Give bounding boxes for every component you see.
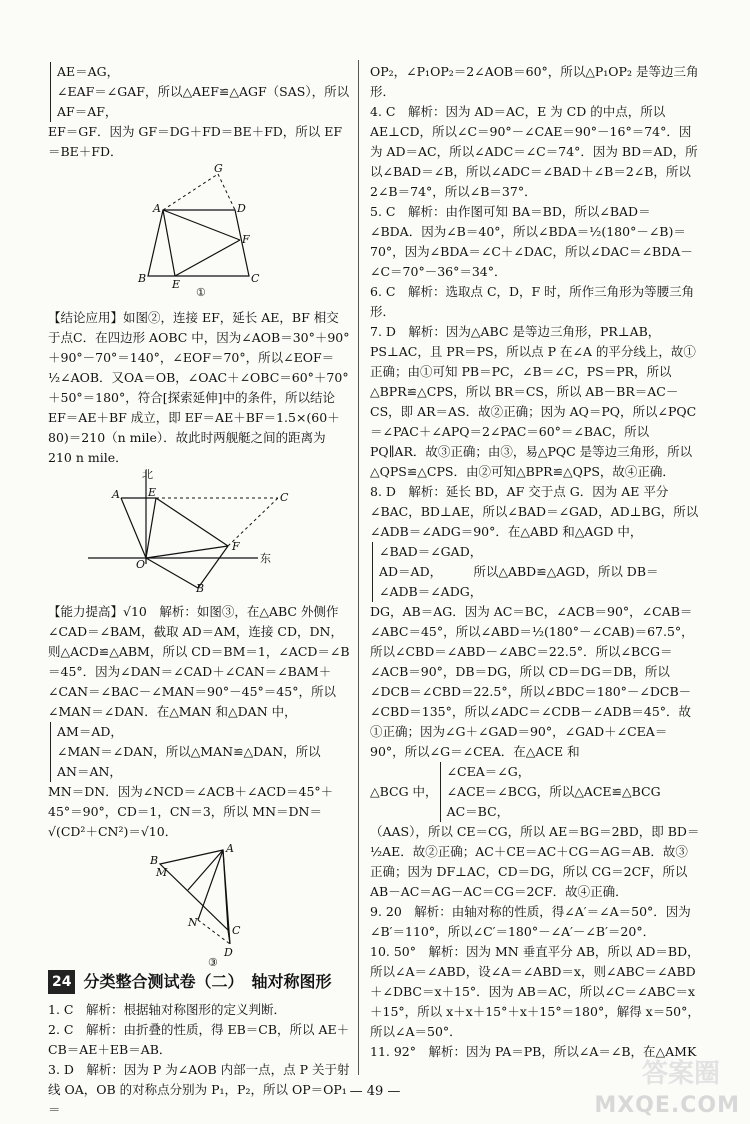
answer-5: 5. C 解析：由作图可知 BA＝BD，所以∠BAD＝∠BDA．因为∠B＝40°，所以∠BDA＝½(180°－∠B)＝70°，因为∠BDA＝∠C＋∠DAC，所以∠DAC＝∠BDA－∠C＝70°－36°＝34°． xyxy=(370,204,693,279)
paragraph: 【能力提高】√10 解析：如图③，在△ABC 外侧作∠CAD＝∠BAM，截取 AD＝AM，连接 CD，DN，则△ACD≌△ABM，所以 CD＝BM＝1，∠ACD＝∠B＝45°．因为∠DAN＝∠CAD＋∠CAN＝∠BAM＋∠CAN＝∠BAC－∠MAN＝90°－45°＝45°，所以∠MAN＝∠DAN．在△MAN 和△DAN 中， xyxy=(48,604,350,719)
label-O: O xyxy=(136,558,146,571)
label-B: B xyxy=(150,854,159,867)
figure-caption: ① xyxy=(196,286,206,299)
brace-line: ∠EAF＝∠GAF，所以△AEF≌△AGF（SAS），所以 xyxy=(57,84,350,99)
label-B: B xyxy=(196,582,205,592)
answer-11: 11. 92° 解析：因为 PA＝PB，所以∠A＝∠B，在△AMK xyxy=(370,1044,697,1059)
figure-3 xyxy=(48,842,350,966)
label-east: 东 xyxy=(260,552,271,565)
figure-2 xyxy=(48,468,350,592)
brace-line: AE＝AG， xyxy=(57,64,120,79)
answer-3: 3. D 解析：因为 P 为∠AOB 内部一点，点 P 关于射线 OA，OB 的对称点分别为 P₁，P₂，所以 OP＝OP₁＝ xyxy=(48,1062,350,1117)
brace-system-2 xyxy=(50,722,350,782)
label-C: C xyxy=(251,272,260,285)
answer-8: 8. D 解析：延长 BD，AF 交于点 G．因为 AE 平分∠BAC，BD⊥AE，所以∠BAD＝∠GAD，AD⊥BG，所以∠ADB＝∠ADG＝90°．在△ABD 和△AGD 中， xyxy=(370,484,699,539)
right-column xyxy=(370,62,700,1062)
label-A: A xyxy=(226,842,234,855)
column-divider xyxy=(358,60,359,1075)
label-F: F xyxy=(232,540,240,553)
label-F: F xyxy=(242,233,250,246)
brace-system-1 xyxy=(50,62,350,122)
brace-line: AF＝AF， xyxy=(57,104,118,119)
label-A: A xyxy=(112,488,120,501)
brace-system-3 xyxy=(372,542,700,602)
brace-line: AC＝BC， xyxy=(446,804,510,819)
paragraph: MN＝DN．因为∠NCD＝∠ACB＋∠ACD＝45°＋45°＝90°，CD＝1，CN＝3，所以 MN＝DN＝√(CD²＋CN²)＝√10． xyxy=(48,784,334,839)
section-title: 分类整合测试卷（二） 轴对称图形 xyxy=(83,972,332,991)
figure-1 xyxy=(48,162,350,300)
brace-line: ∠ADB＝∠ADG， xyxy=(379,584,483,599)
label-B: B xyxy=(138,272,147,285)
label-M: M xyxy=(156,866,168,879)
figure-2-diagram xyxy=(48,468,348,592)
section-heading xyxy=(48,970,350,994)
answer-1: 1. C 解析：根据轴对称图形的定义判断． xyxy=(48,1002,286,1017)
brace-system-4-wrap xyxy=(370,762,700,822)
label-C: C xyxy=(232,924,241,937)
paragraph: EF＝GF．因为 GF＝DG＋FD＝BE＋FD，所以 EF＝BE＋FD． xyxy=(48,124,343,159)
answer-4: 4. C 解析：因为 AD＝AC，E 为 CD 的中点，所以 AE⊥CD，所以∠C＝90°－∠CAE＝90°－16°＝74°．因为 AD＝AC，所以∠ADC＝∠C＝74°．因为 BD＝AD，所以∠BAD＝∠B，所以∠ADC＝∠BAD＋∠B＝2∠B，所以 2∠B＝74°，所以∠B＝37°． xyxy=(370,104,698,199)
watermark-logo: 答案圈 xyxy=(641,1059,720,1089)
figure-caption: ③ xyxy=(208,956,218,966)
brace-line: ∠BAD＝∠GAD， xyxy=(379,544,483,559)
figure-1-diagram xyxy=(48,162,348,300)
brace-line: ∠MAN＝∠DAN，所以△MAN≌△DAN，所以 xyxy=(57,744,321,759)
brace-line: AM＝AD， xyxy=(57,724,123,739)
answer-6: 6. C 解析：选取点 C，D，F 时，所作三角形为等腰三角形． xyxy=(370,284,695,319)
label-north: 北 xyxy=(142,468,153,481)
brace-system-4 xyxy=(440,762,661,822)
label-D: D xyxy=(237,202,246,215)
paragraph: （AAS），所以 CE＝CG，所以 AE＝BG＝2BD，即 BD＝½AE．故②正确；AC＋CE＝AC＋CG＝AG＝AB．故③正确；因为 DF⊥AC，CD＝DG，所以 CG＝2CF，所以 AB－AC＝AG－AC＝CG＝2CF．故④正确． xyxy=(370,824,700,899)
page-number: — 49 — xyxy=(349,1084,401,1099)
answer-10: 10. 50° 解析：因为 MN 垂直平分 AB，所以 AD＝BD，所以∠A＝∠ABD，设∠A＝∠ABD＝x，则∠ABC＝∠ABD＋∠DBC＝x＋15°．因为 AB＝AC，所以∠C＝∠ABC＝x＋15°，所以 x＋x＋15°＋x＋15°＝180°，解得 x＝50°，所以∠A＝50°． xyxy=(370,944,700,1039)
label-E: E xyxy=(148,486,157,499)
label-G: G xyxy=(214,162,223,175)
label-N: N xyxy=(188,916,198,929)
label-A: A xyxy=(153,202,161,215)
left-column xyxy=(48,62,350,1120)
section-number: 24 xyxy=(48,970,75,994)
paragraph: 【结论应用】如图②，连接 EF，延长 AE，BF 相交于点C．在四边形 AOBC 中，因为∠AOB＝30°＋90°＋90°－70°＝140°，∠EOF＝70°，所以∠EOF＝½∠AOB．又OA＝OB，∠OAC＋∠OBC＝60°＋70°＋50°＝180°，符合[探索延伸]中的条件，所以结论 EF＝AE＋BF 成立，即 EF＝AE＋BF＝1.5×(60＋80)＝210（n mile）．故此时两舰艇之间的距离为 210 n mile． xyxy=(48,310,350,465)
paragraph: DG，AB＝AG．因为 AC＝BC，∠ACB＝90°，∠CAB＝∠ABC＝45°，所以∠ABD＝½(180°－∠CAB)＝67.5°，所以∠CBD＝∠ABD－∠ABC＝22.5°．所以∠BCG＝∠ACB＝90°，DB＝DG，所以 CD＝DG＝DB，所以∠DCB＝∠CBD＝22.5°，所以∠BDC＝180°－∠DCB－∠CBD＝135°，所以∠ADC＝∠CDB－∠ADB＝45°．故①正确；因为∠G＋∠GAD＝90°，∠GAD＋∠CEA＝90°，所以∠G＝∠CEA．在△ACE 和 xyxy=(370,604,694,759)
brace-line: AN＝AN， xyxy=(57,764,122,779)
label-C: C xyxy=(280,491,289,504)
label-D: D xyxy=(224,946,233,959)
brace-lead: △BCG 中， xyxy=(370,784,438,799)
brace-line: ∠ACE＝∠BCG，所以△ACE≌△BCG xyxy=(446,784,661,799)
brace-line: AD＝AD， 所以△ABD≌△AGD，所以 DB＝ xyxy=(379,564,659,579)
answer-7: 7. D 解析：因为△ABC 是等边三角形，PR⊥AB，PS⊥AC，且 PR＝PS，所以点 P 在∠A 的平分线上，故①正确；由①可知 PB＝PC，∠B＝∠C，PS＝PR，所以△BPR≌△CPS，所以 BR＝CS，所以 AB－BR＝AC－CS，即 AR＝AS．故②正确；因为 AQ＝PQ，所以∠PQC＝∠PAC＋∠APQ＝2∠PAC＝60°＝∠BAC，所以 PQ∥AR．故③正确；由③，易△PQC 是等边三角形，所以△QPS≌△CPS．由②可知△BPR≌△QPS，故④正确． xyxy=(370,324,697,479)
figure-3-diagram xyxy=(48,842,348,966)
paragraph: OP₂，∠P₁OP₂＝2∠AOB＝60°，所以△P₁OP₂ 是等边三角形． xyxy=(370,64,699,99)
watermark: MXQE.COM xyxy=(594,1093,740,1118)
answer-2: 2. C 解析：由折叠的性质，得 EB＝CB，所以 AE＋CB＝AE＋EB＝AB． xyxy=(48,1022,350,1057)
answer-9: 9. 20 解析：由轴对称的性质，得∠A′＝∠A＝50°．因为∠B′＝110°，所以∠C′＝180°－∠A′－∠B′＝20°． xyxy=(370,904,691,939)
brace-line: ∠CEA＝∠G， xyxy=(446,764,531,779)
label-E: E xyxy=(172,278,181,291)
